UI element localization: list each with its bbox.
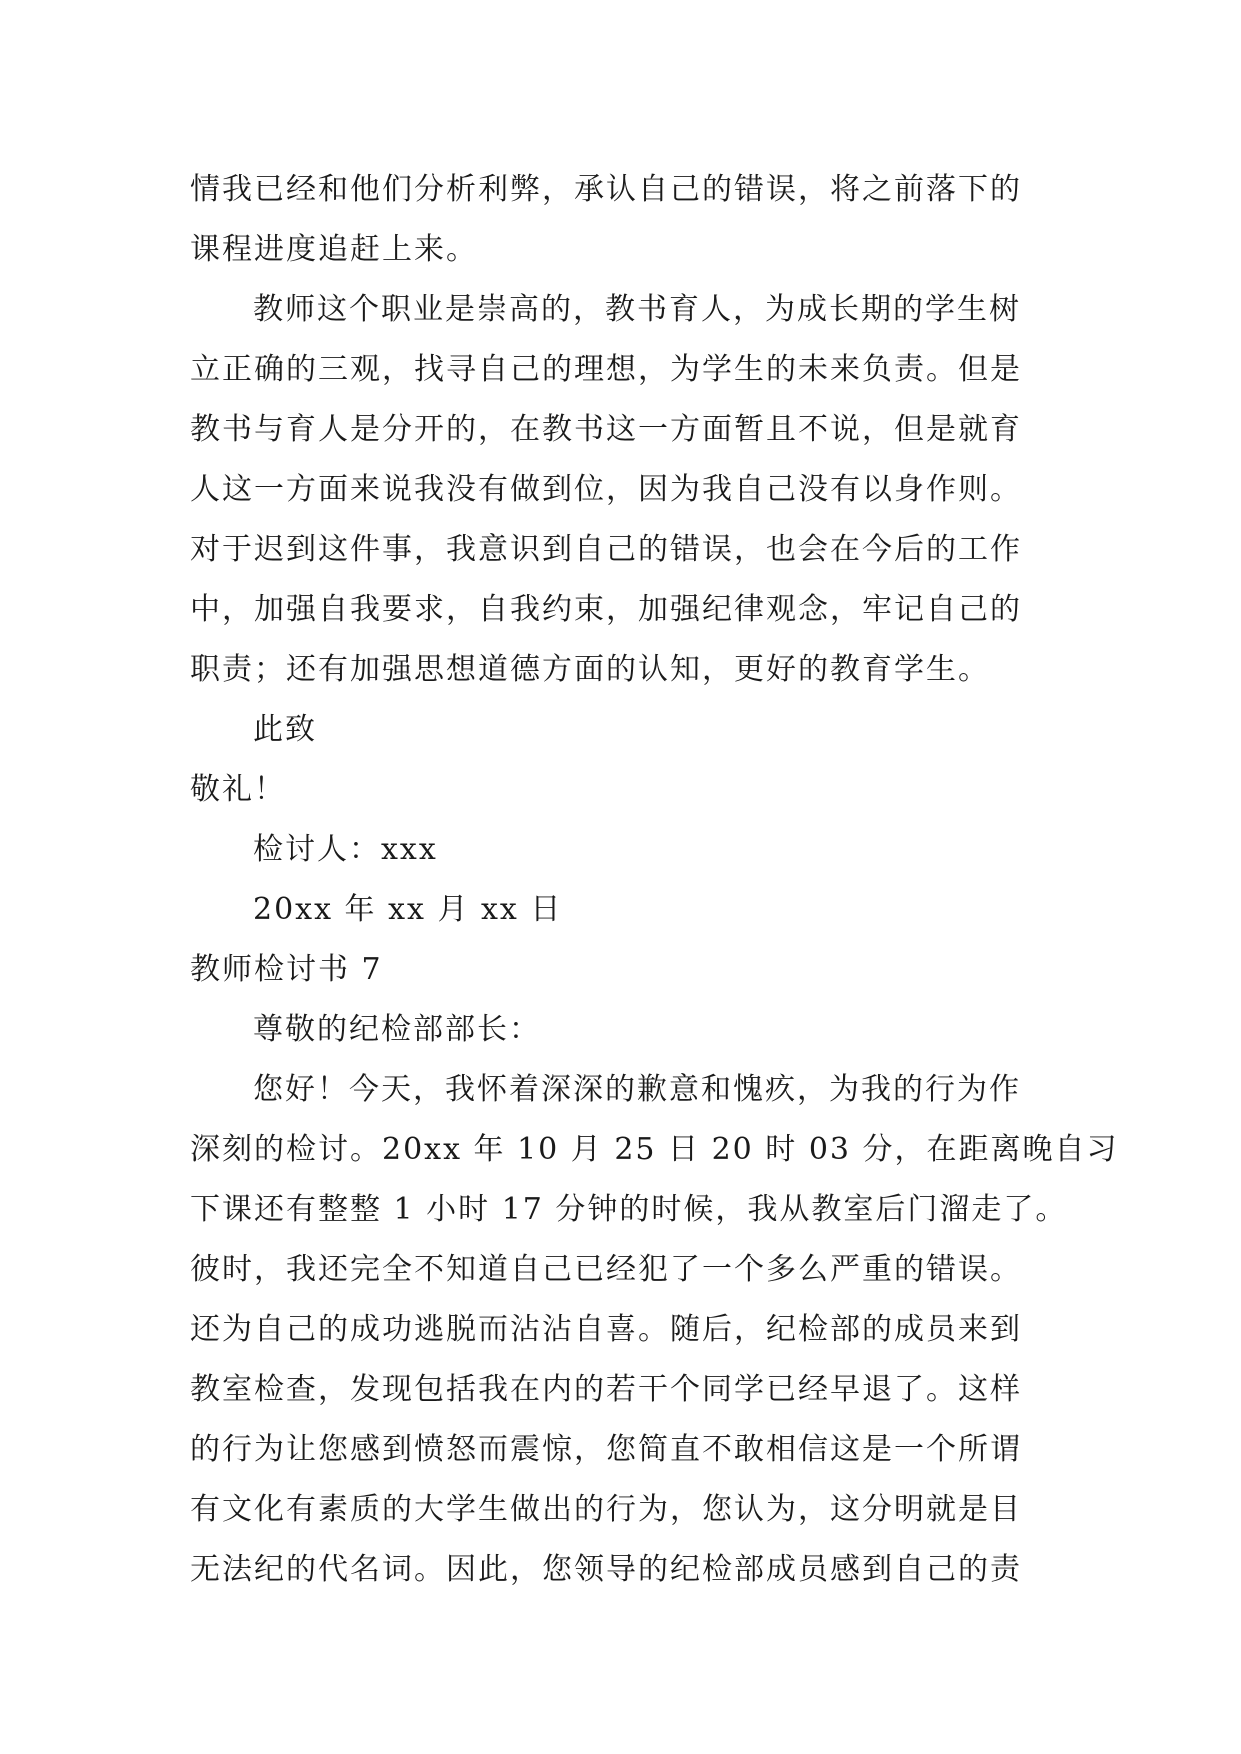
text-line: 有文化有素质的大学生做出的行为，您认为，这分明就是目: [190, 1492, 1022, 1527]
text-line: 中，加强自我要求，自我约束，加强纪律观念，牢记自己的: [190, 592, 1022, 627]
text-line: 下课还有整整 1 小时 17 分钟的时候，我从教室后门溜走了。: [190, 1192, 1068, 1227]
text-line: 教室检查，发现包括我在内的若干个同学已经早退了。这样: [190, 1372, 1022, 1407]
text-line: 立正确的三观，找寻自己的理想，为学生的未来负责。但是: [190, 352, 1022, 387]
text-line: 情我已经和他们分析利弊，承认自己的错误，将之前落下的: [190, 172, 1022, 207]
paragraph-start-line: 您好！今天，我怀着深深的歉意和愧疚，为我的行为作: [253, 1072, 1021, 1107]
text-line: 教书与育人是分开的，在教书这一方面暂且不说，但是就育: [190, 412, 1022, 447]
letter-greeting: 尊敬的纪检部部长：: [253, 1012, 541, 1047]
section-heading: 教师检讨书 7: [190, 952, 383, 987]
text-line: 课程进度追赶上来。: [190, 232, 478, 267]
text-line: 人这一方面来说我没有做到位，因为我自己没有以身作则。: [190, 472, 1022, 507]
text-line: 对于迟到这件事，我意识到自己的错误，也会在今后的工作: [190, 532, 1022, 567]
closing-regards: 敬礼！: [190, 772, 286, 807]
closing-salutation: 此致: [253, 712, 317, 747]
document-body: [190, 160, 1119, 1600]
text-line: 还为自己的成功逃脱而沾沾自喜。随后，纪检部的成员来到: [190, 1312, 1022, 1347]
signature-date: 20xx 年 xx 月 xx 日: [253, 892, 563, 927]
text-line: 深刻的检讨。20xx 年 10 月 25 日 20 时 03 分，在距离晚自习: [190, 1132, 1119, 1167]
text-line: 无法纪的代名词。因此，您领导的纪检部成员感到自己的责: [190, 1552, 1022, 1587]
text-line: 的行为让您感到愤怒而震惊，您简直不敢相信这是一个所谓: [190, 1432, 1022, 1467]
signature-author: 检讨人：xxx: [253, 832, 438, 867]
paragraph-start-line: 教师这个职业是崇高的，教书育人，为成长期的学生树: [253, 292, 1021, 327]
text-line: 职责；还有加强思想道德方面的认知，更好的教育学生。: [190, 652, 990, 687]
text-line: 彼时，我还完全不知道自己已经犯了一个多么严重的错误。: [190, 1252, 1022, 1287]
